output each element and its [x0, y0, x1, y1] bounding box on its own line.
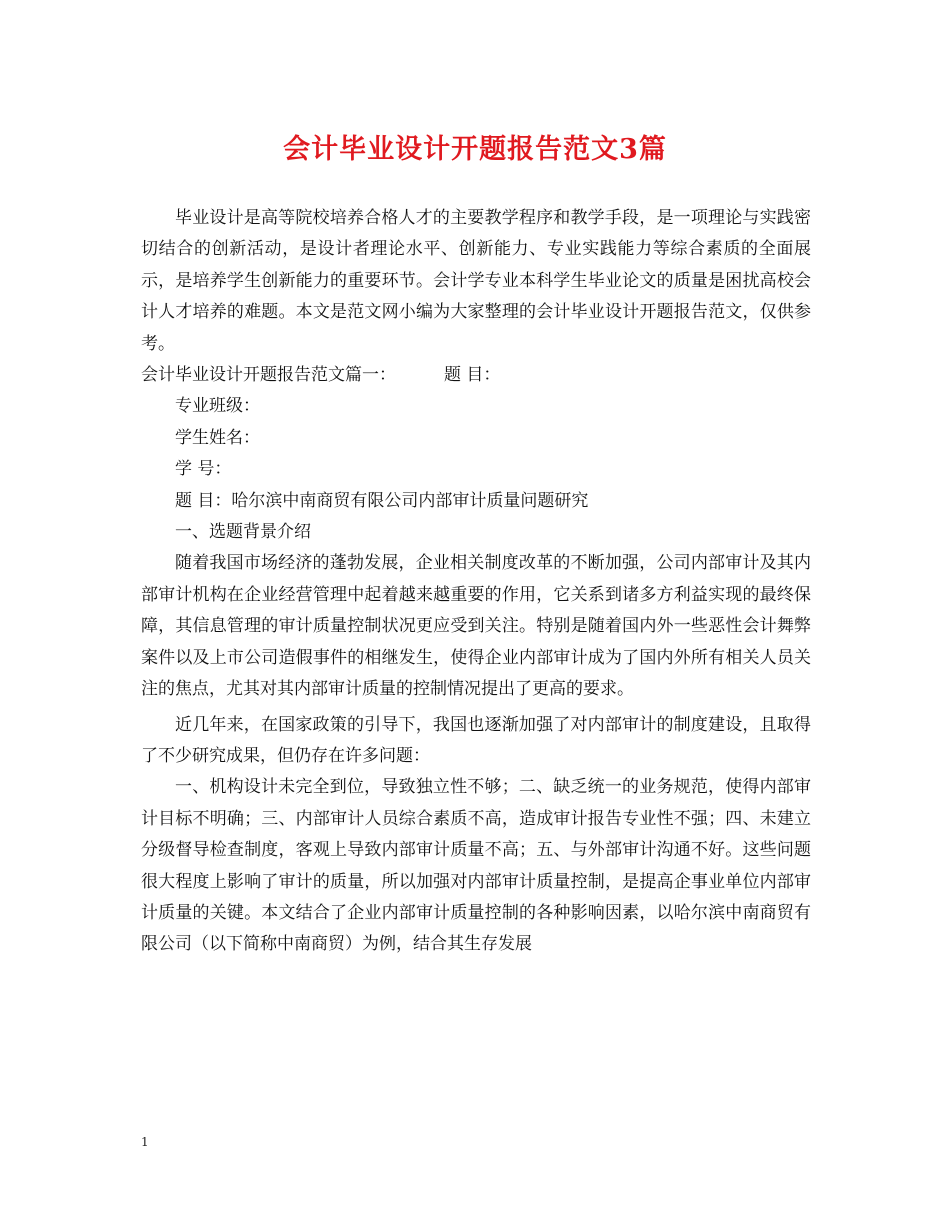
field-student-name: 学生姓名： [175, 427, 260, 448]
field-major-class: 专业班级： [175, 396, 260, 417]
topic-label: 题 目： [444, 365, 501, 386]
document-title: 会计毕业设计开题报告范文3篇 [283, 134, 667, 165]
subheading-background: 一、选题背景介绍 [175, 522, 311, 543]
intro-paragraph: 毕业设计是高等院校培养合格人才的主要教学程序和教学手段，是一项理论与实践密切结合的创新活动，是设计者理论水平、创新能力、专业实践能力等综合素质的全面展示，是培养学生创新能力的重要环节。会计学专业本科学生毕业论文的质量是困扰高校会计人才培养的难题。本文是范文网小编为大家整理的会计毕业设计开题报告范文，仅供参考。 [141, 208, 811, 354]
document-body [141, 203, 811, 961]
field-student-id: 学 号： [175, 459, 232, 480]
section-heading: 会计毕业设计开题报告范文篇一： [141, 365, 396, 386]
field-topic: 题 目：哈尔滨中南商贸有限公司内部审计质量问题研究 [175, 490, 589, 511]
body-paragraph-3: 一、机构设计未完全到位，导致独立性不够；二、缺乏统一的业务规范，使得内部审计目标不明确；三、内部审计人员综合素质不高，造成审计报告专业性不强；四、未建立分级督导检查制度，客观上导致内部审计质量不高；五、与外部审计沟通不好。这些问题很大程度上影响了审计的质量，所以加强对内部审计质量控制，是提高企事业单位内部审计质量的关键。本文结合了企业内部审计质量控制的各种影响因素，以哈尔滨中南商贸有限公司（以下简称中南商贸）为例，结合其生存发展 [141, 777, 811, 955]
body-paragraph-2: 近几年来，在国家政策的引导下，我国也逐渐加强了对内部审计的制度建设，且取得了不少研究成果，但仍存在许多问题： [141, 714, 811, 766]
section-heading-line [141, 360, 811, 391]
page-number: 1 [141, 1135, 149, 1149]
body-paragraph-1: 随着我国市场经济的蓬勃发展，企业相关制度改革的不断加强，公司内部审计及其内部审计机构在企业经营管理中起着越来越重要的作用，它关系到诸多方利益实现的最终保障，其信息管理的审计质量控制状况更应受到关注。特别是随着国内外一些恶性会计舞弊案件以及上市公司造假事件的相继发生，使得企业内部审计成为了国内外所有相关人员关注的焦点，尤其对其内部审计质量的控制情况提出了更高的要求。 [141, 553, 811, 700]
